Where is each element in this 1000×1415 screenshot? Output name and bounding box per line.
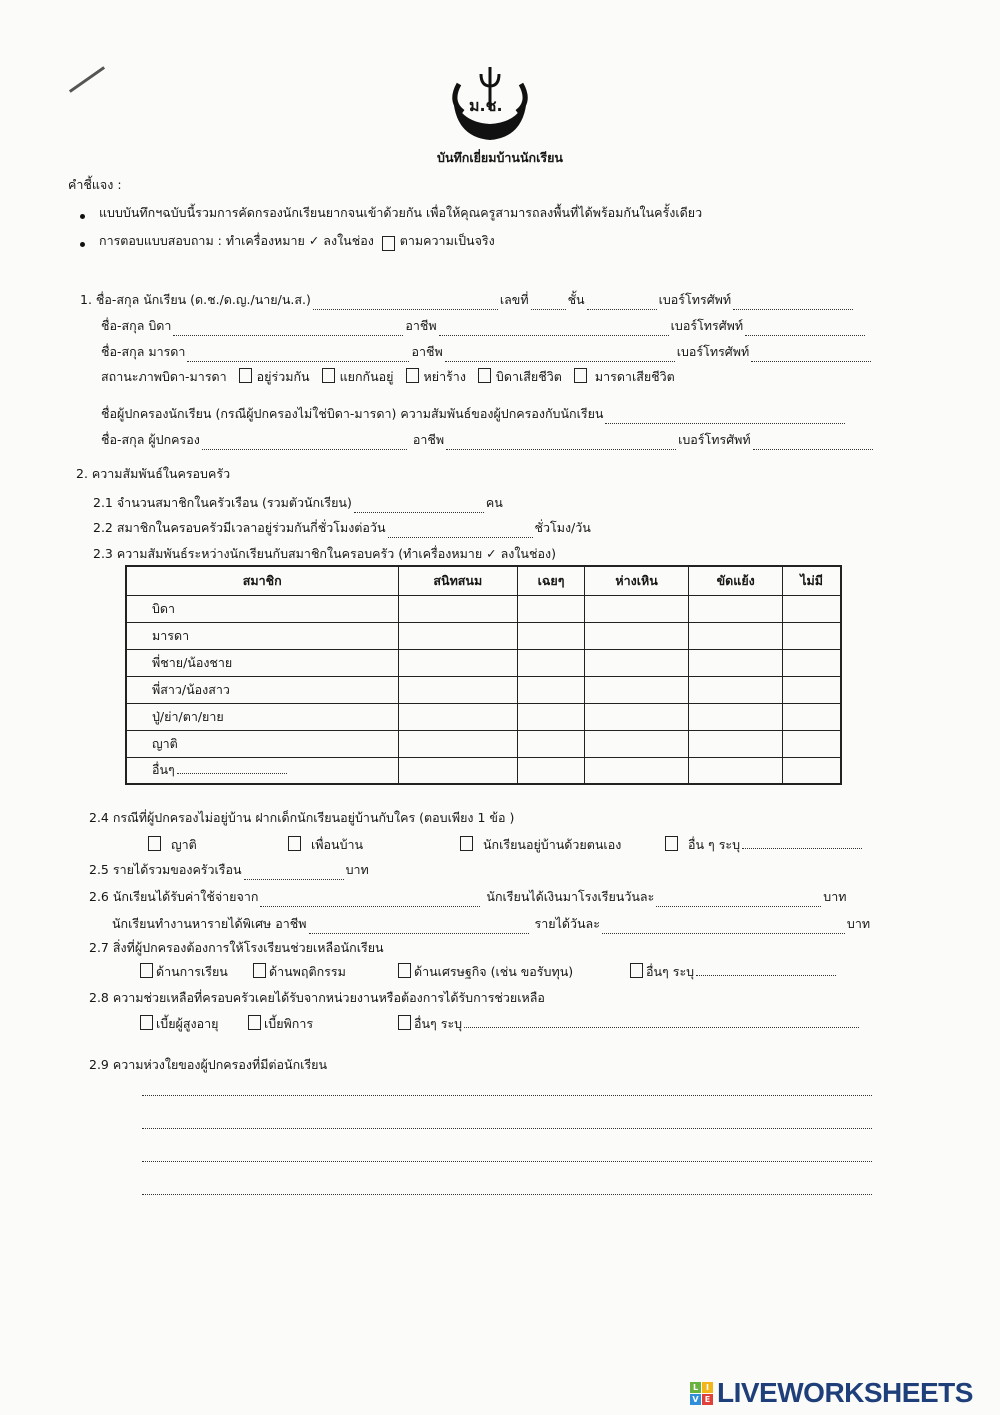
checkbox[interactable] (239, 368, 252, 383)
part-time-job-field[interactable] (309, 922, 529, 934)
hours-together-field[interactable] (388, 526, 533, 538)
checkbox[interactable] (148, 836, 161, 851)
part-time-job-label: นักเรียนทำงานหารายได้พิเศษ อาชีพ (112, 916, 307, 931)
q28-other-field[interactable] (464, 1016, 859, 1028)
option-label: ด้านพฤติกรรม (269, 964, 346, 979)
bullet-icon (80, 242, 85, 247)
checkbox[interactable] (460, 836, 473, 851)
check-cell[interactable] (518, 676, 585, 703)
checkbox[interactable] (253, 963, 266, 978)
check-cell[interactable] (518, 730, 585, 757)
check-cell[interactable] (584, 757, 688, 784)
option-label: เพื่อนบ้าน (311, 837, 364, 852)
check-cell[interactable] (689, 730, 783, 757)
relationship-table (125, 565, 842, 785)
check-cell[interactable] (689, 649, 783, 676)
tile: L (690, 1382, 701, 1393)
check-cell[interactable] (398, 676, 518, 703)
checkbox[interactable] (140, 1015, 153, 1030)
table-row (126, 622, 841, 649)
check-cell[interactable] (689, 676, 783, 703)
mother-name-field[interactable] (187, 350, 409, 362)
father-name-field[interactable] (173, 324, 403, 336)
checkbox[interactable] (630, 963, 643, 978)
checkbox[interactable] (665, 836, 678, 851)
concern-line-3[interactable] (142, 1150, 872, 1162)
option-label: อื่น ๆ ระบุ (688, 837, 741, 852)
check-cell[interactable] (398, 595, 518, 622)
member-label: อื่นๆ (152, 762, 175, 778)
check-cell[interactable] (783, 730, 841, 757)
unit-label: บาท (846, 916, 871, 931)
option-label: ด้านการเรียน (156, 964, 228, 979)
pen-mark (69, 66, 105, 93)
checkbox[interactable] (288, 836, 301, 851)
member-cell-other (126, 757, 398, 784)
unit-label: ชั่วโมง/วัน (534, 520, 591, 535)
member-cell: มารดา (126, 622, 398, 649)
q27-other-field[interactable] (696, 964, 836, 976)
member-cell: พี่สาว/น้องสาว (126, 676, 398, 703)
checkbox[interactable] (322, 368, 335, 383)
checkbox[interactable] (140, 963, 153, 978)
check-cell[interactable] (584, 703, 688, 730)
job-label: อาชีพ (411, 344, 443, 359)
student-name-label: 1. ชื่อ-สกุล นักเรียน (ด.ช./ด.ญ./นาย/น.ส.) (80, 292, 311, 307)
tile: V (690, 1394, 701, 1405)
check-cell[interactable] (584, 595, 688, 622)
daily-income-label: รายได้วันละ (534, 916, 600, 931)
q26-label: 2.6 นักเรียนได้รับค่าใช้จ่ายจาก (89, 889, 259, 904)
daily-money-field[interactable] (656, 895, 821, 907)
unit-label: คน (485, 495, 503, 510)
watermark-text: LIVEWORKSHEETS (717, 1377, 973, 1408)
member-cell: ปู่/ย่า/ตา/ยาย (126, 703, 398, 730)
instructions-heading: คำชี้แจง : (68, 177, 122, 192)
check-cell[interactable] (518, 757, 585, 784)
option-label: อยู่ร่วมกัน (256, 369, 310, 384)
father-job-field[interactable] (439, 324, 669, 336)
bullet-icon (80, 214, 85, 219)
checkbox[interactable] (248, 1015, 261, 1030)
option-label: เบี้ยพิการ (264, 1016, 314, 1031)
table-row (126, 676, 841, 703)
number-label: เลขที่ (499, 292, 529, 307)
mother-phone-field[interactable] (751, 350, 871, 362)
tile: E (702, 1394, 713, 1405)
job-label: อาชีพ (412, 432, 445, 447)
tile: I (702, 1382, 713, 1393)
check-cell[interactable] (398, 730, 518, 757)
col-header: เฉยๆ (518, 566, 585, 595)
table-header (126, 566, 841, 595)
check-cell[interactable] (518, 595, 585, 622)
option-label: บิดาเสียชีวิต (495, 369, 562, 384)
instruction-2: การตอบแบบสอบถาม : ทำเครื่องหมาย ✓ ลงในช่อง (99, 233, 374, 248)
col-header: ไม่มี (783, 566, 841, 595)
check-cell[interactable] (689, 595, 783, 622)
checkbox[interactable] (398, 1015, 411, 1030)
concern-line-4[interactable] (142, 1183, 872, 1195)
q21-label: 2.1 จำนวนสมาชิกในครัวเรือน (รวมตัวนักเรียน) (93, 495, 352, 510)
phone-label: เบอร์โทรศัพท์ (678, 432, 751, 447)
daily-money-label: นักเรียนได้เงินมาโรงเรียนวันละ (486, 889, 655, 904)
parent-status-label: สถานะภาพบิดา-มารดา (101, 369, 227, 384)
unit-label: บาท (345, 862, 369, 877)
option-label: เบี้ยผู้สูงอายุ (156, 1016, 219, 1031)
option-label: มารดาเสียชีวิต (594, 369, 675, 384)
father-phone-field[interactable] (745, 324, 865, 336)
daily-income-field[interactable] (602, 922, 845, 934)
check-cell[interactable] (518, 703, 585, 730)
student-name-field[interactable] (313, 298, 498, 310)
option-label: ญาติ (171, 837, 197, 852)
q24-other-field[interactable] (742, 837, 862, 849)
guardian-phone-field[interactable] (753, 438, 873, 450)
concern-line-1[interactable] (142, 1084, 872, 1096)
checkbox[interactable] (478, 368, 491, 383)
q24-label: 2.4 กรณีที่ผู้ปกครองไม่อยู่บ้าน ฝากเด็กนักเรียนอยู่บ้านกับใคร (ตอบเพียง 1 ข้อ ) (89, 810, 515, 825)
guardian-name-label: ชื่อ-สกุล ผู้ปกครอง (101, 432, 200, 447)
liveworksheets-watermark (690, 1377, 973, 1409)
phone-label: เบอร์โทรศัพท์ (658, 292, 732, 307)
household-income-field[interactable] (244, 868, 344, 880)
check-cell[interactable] (783, 676, 841, 703)
guardian-job-field[interactable] (446, 438, 676, 450)
check-cell[interactable] (584, 676, 688, 703)
check-cell[interactable] (783, 703, 841, 730)
member-cell: พี่ชาย/น้องชาย (126, 649, 398, 676)
table-row (126, 595, 841, 622)
option-label: หย่าร้าง (423, 369, 466, 384)
checkbox[interactable] (574, 368, 587, 383)
col-header: สนิทสนม (398, 566, 518, 595)
expense-source-field[interactable] (260, 895, 480, 907)
check-cell[interactable] (783, 595, 841, 622)
father-name-label: ชื่อ-สกุล บิดา (101, 318, 172, 333)
check-cell[interactable] (398, 622, 518, 649)
number-field[interactable] (531, 298, 566, 310)
col-header: ห่างเหิน (584, 566, 688, 595)
table-row (126, 730, 841, 757)
job-label: อาชีพ (405, 318, 437, 333)
checkbox-icon (382, 236, 395, 251)
logo-text: ม.ช. (469, 96, 503, 115)
q28-label: 2.8 ความช่วยเหลือที่ครอบครัวเคยได้รับจากหน่วยงานหรือต้องการได้รับการช่วยเหลือ (89, 990, 545, 1005)
phone-label: เบอร์โทรศัพท์ (676, 344, 750, 359)
member-cell: บิดา (126, 595, 398, 622)
check-cell[interactable] (584, 622, 688, 649)
check-cell[interactable] (783, 622, 841, 649)
household-members-field[interactable] (354, 501, 484, 513)
mother-job-field[interactable] (445, 350, 675, 362)
class-field[interactable] (587, 298, 657, 310)
page-title: บันทึกเยี่ยมบ้านนักเรียน (437, 150, 563, 165)
q22-label: 2.2 สมาชิกในครอบครัวมีเวลาอยู่ร่วมกันกี่ชั่วโมงต่อวัน (93, 520, 386, 535)
instruction-2-end: ตามความเป็นจริง (399, 233, 495, 248)
check-cell[interactable] (783, 757, 841, 784)
checkbox[interactable] (406, 368, 419, 383)
guardian-name-field[interactable] (202, 438, 407, 450)
check-cell[interactable] (584, 649, 688, 676)
option-label: อื่นๆ ระบุ (646, 964, 695, 979)
check-cell[interactable] (398, 649, 518, 676)
table-row (126, 649, 841, 676)
option-label: นักเรียนอยู่บ้านด้วยตนเอง (483, 837, 622, 852)
liveworksheets-logo-icon (690, 1382, 713, 1405)
school-logo (445, 62, 535, 142)
table-row (126, 757, 841, 784)
check-cell[interactable] (398, 757, 518, 784)
section-2-heading: 2. ความสัมพันธ์ในครอบครัว (76, 466, 231, 481)
check-cell[interactable] (398, 703, 518, 730)
check-cell[interactable] (518, 622, 585, 649)
option-label: อื่นๆ ระบุ (414, 1016, 463, 1031)
option-label: ด้านเศรษฐกิจ (เช่น ขอรับทุน) (414, 964, 574, 979)
check-cell[interactable] (783, 649, 841, 676)
unit-label: บาท (823, 889, 847, 904)
phone-label: เบอร์โทรศัพท์ (670, 318, 744, 333)
student-phone-field[interactable] (733, 298, 853, 310)
concern-line-2[interactable] (142, 1117, 872, 1129)
check-cell[interactable] (689, 622, 783, 649)
q23-label: 2.3 ความสัมพันธ์ระหว่างนักเรียนกับสมาชิกในครอบครัว (ทำเครื่องหมาย ✓ ลงในช่อง) (93, 546, 556, 561)
class-label: ชั้น (567, 292, 585, 307)
instruction-1: แบบบันทึกฯฉบับนี้รวมการคัดกรองนักเรียนยากจนเข้าด้วยกัน เพื่อให้คุณครูสามารถลงพื้นที่ได้พร้อมกันในครั้งเดียว (99, 205, 703, 220)
table-row (126, 703, 841, 730)
col-header: สมาชิก (126, 566, 398, 595)
col-header: ขัดแย้ง (689, 566, 783, 595)
q27-label: 2.7 สิ่งที่ผู้ปกครองต้องการให้โรงเรียนช่วยเหลือนักเรียน (89, 940, 384, 955)
check-cell[interactable] (584, 730, 688, 757)
mother-name-label: ชื่อ-สกุล มารดา (101, 344, 186, 359)
check-cell[interactable] (689, 703, 783, 730)
guardian-relation-field[interactable] (605, 412, 845, 424)
checkbox[interactable] (398, 963, 411, 978)
check-cell[interactable] (518, 649, 585, 676)
option-label: แยกกันอยู่ (339, 369, 394, 384)
q29-label: 2.9 ความห่วงใยของผู้ปกครองที่มีต่อนักเรียน (89, 1057, 328, 1072)
member-cell: ญาติ (126, 730, 398, 757)
guardian-relation-label: ชื่อผู้ปกครองนักเรียน (กรณีผู้ปกครองไม่ใช่บิดา-มารดา) ความสัมพันธ์ของผู้ปกครองกับนักเรียน (101, 406, 604, 421)
other-member-field[interactable] (177, 762, 287, 774)
check-cell[interactable] (689, 757, 783, 784)
q25-label: 2.5 รายได้รวมของครัวเรือน (89, 862, 242, 877)
